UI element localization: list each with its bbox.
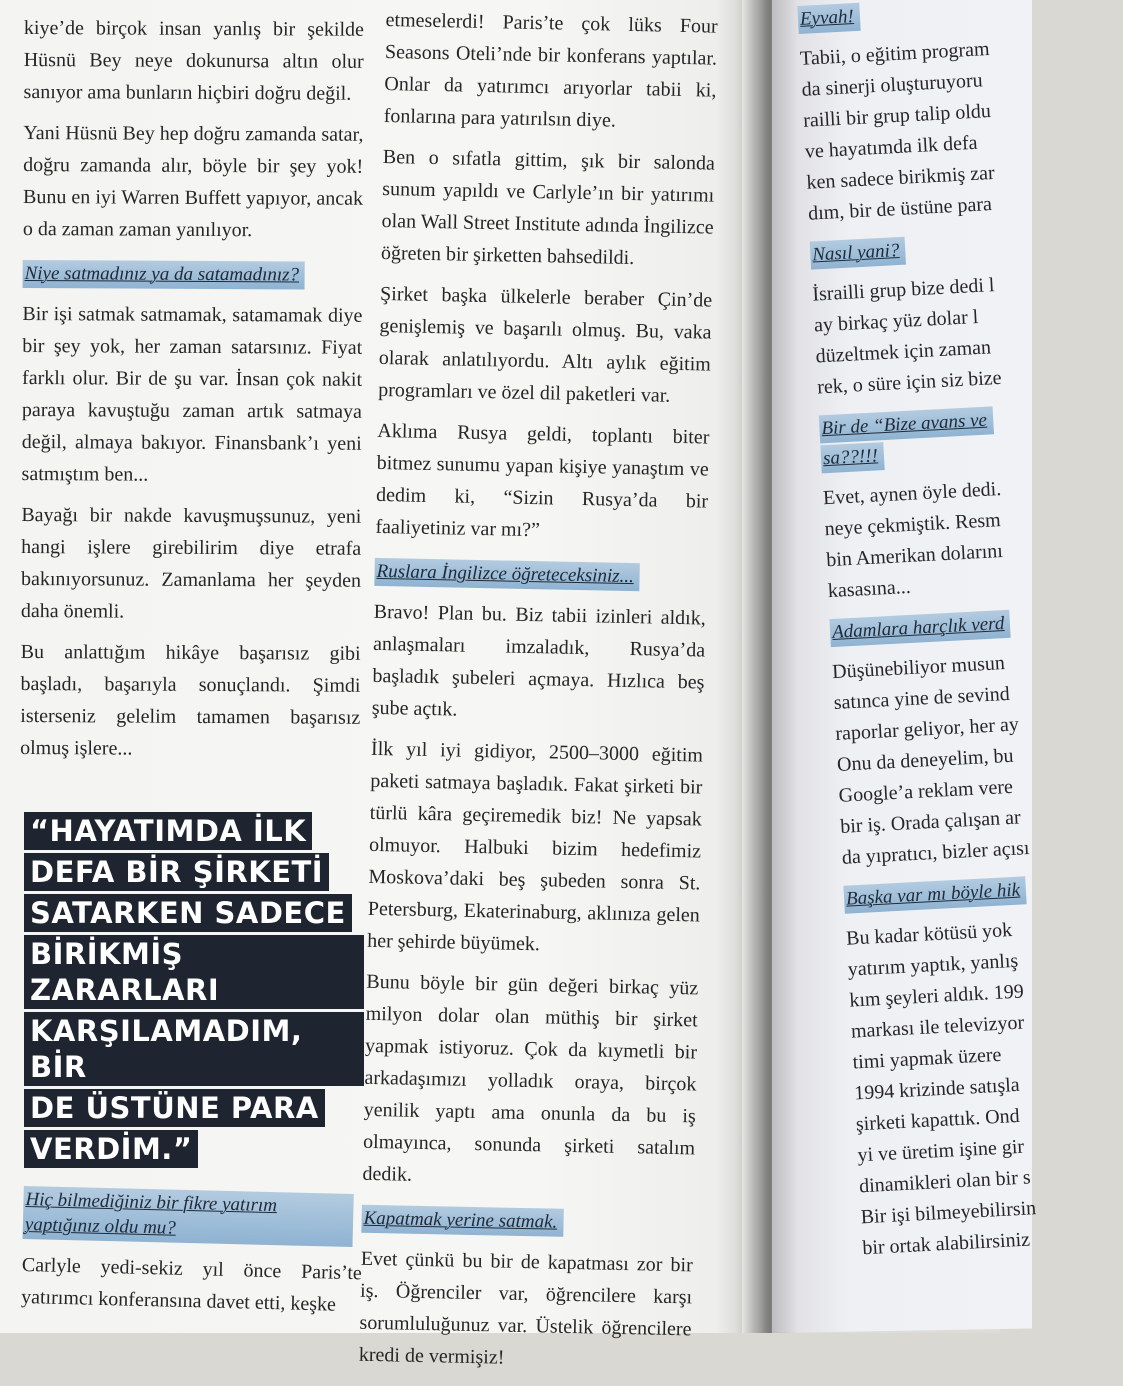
left-column xyxy=(20,12,364,775)
text-line: kasasına... xyxy=(827,575,912,603)
question-heading: Hiç bilmediğiniz bir fikre yatırım yaptığınız oldu mu? xyxy=(23,1186,354,1247)
text-line: rek, o süre için siz bize xyxy=(816,366,1003,399)
text-line: neye çekmiştik. Resm xyxy=(824,509,1002,541)
pull-quote-line: DE ÜSTÜNE PARA xyxy=(24,1089,325,1127)
text-line: da yıpratıcı, bizler açısı xyxy=(841,837,1030,869)
text-line: ken sadece birikmiş zar xyxy=(806,161,996,194)
paragraph: Bayağı bir nakde kavuşmuşsunuz, yeni hangi işlere girebilirim diye etrafa bakınıyorsunuz. Zamanlama her şeyden daha önemli. xyxy=(20,503,362,623)
text-line: 1994 krizinde satışla xyxy=(853,1073,1021,1105)
question-heading: Başka var mı böyle hik xyxy=(843,876,1026,913)
text-block xyxy=(812,266,1078,403)
pull-quote-line: BİRİKMİŞ ZARARLARI xyxy=(24,935,364,1009)
paragraph: Bir işi satmak satmamak, satamamak diye bir şey yok, her zaman satarsınız. Fiyat farklı olur. Bir de şu var. İnsan çok nakit paraya kavuştuğu zaman artık satmaya değil, almaya bakıyor. Finansbank’ı yeni satmıştım ben... xyxy=(21,302,363,486)
question-heading: Kapatmak yerine satmak. xyxy=(361,1205,563,1237)
paragraph: Ben o sıfatla gittim, şık bir salonda sunum yapıldı ve Carlyle’ın bir yatırımı olan Wall Street Institute adında İngilizce öğreten bir şirketten bahsedildi. xyxy=(380,145,716,270)
text-line: markası ile televizyor xyxy=(850,1011,1025,1043)
paragraph: Evet çünkü bu bir de kapatması zor bir iş. Öğrenciler var, öğrencilere karşı sorumluluğunuz var. Üstelik öğrencilere kredi de vermişiz! xyxy=(358,1247,693,1369)
paragraph: Şirket başka ülkelerle beraber Çin’de genişlemiş ve başarılı olmuş. Bu, vaka olarak anlatılıyordu. Altı aylık eğitim programları ve özel dil paketleri var. xyxy=(378,282,713,407)
question-heading: Nasıl yani? xyxy=(810,237,906,270)
pull-quote-line: DEFA BİR ŞİRKETİ xyxy=(24,853,329,891)
text-line: İsrailli grup bize dedi l xyxy=(811,274,995,306)
pull-quote-line: VERDİM.” xyxy=(24,1130,198,1168)
question-heading: Niye satmadınız ya da satamadınız? xyxy=(23,260,306,289)
paragraph: Carlyle yedi-sekiz yıl önce Paris’te yatırımcı konferansına davet etti, keşke xyxy=(20,1253,363,1316)
question-heading-continued: sa??!!! xyxy=(820,442,884,473)
text-line: bir ortak alabilirsiniz xyxy=(861,1228,1031,1260)
text-line: bin Amerikan dolarını xyxy=(825,540,1004,572)
text-block xyxy=(831,643,1102,873)
text-line: da sinerji oluşturuyoru xyxy=(801,69,984,101)
text-line: kım şeyleri aldık. 199 xyxy=(848,980,1025,1012)
text-line: satınca yine de sevind xyxy=(833,682,1011,715)
text-block xyxy=(799,30,1068,229)
pull-quote-line: KARŞILAMADIM, BİR xyxy=(24,1012,364,1086)
middle-column xyxy=(358,4,718,1386)
text-line: dım, bir de üstüne para xyxy=(807,193,993,225)
paragraph: etmeselerdi! Paris’te çok lüks Four Seasons Oteli’nde bir konferans yaptılar. Onlar da yatırımcı arıyorlar tabii ki, fonlarına para yatırılsın diye. xyxy=(383,8,718,132)
paragraph: kiye’de birçok insan yanlış bir şekilde Hüsnü Bey neye dokunursa altın olur sanıyor ama bunların hiçbiri doğru değil. xyxy=(23,16,364,105)
lower-left-section xyxy=(21,1180,364,1321)
text-line: Tabii, o eğitim program xyxy=(799,38,991,70)
pull-quote-line: SATARKEN SADECE xyxy=(24,894,352,932)
paragraph: Bravo! Plan bu. Biz tabii izinleri aldık, anlaşmaları imzaladık, Rusya’da başladık şubeleri açmaya. Hızlıca beş şube açtık. xyxy=(371,600,706,721)
text-block xyxy=(822,470,1088,607)
paragraph: İlk yıl iyi gidiyor, 2500–3000 eğitim paketi satmaya başladık. Fakat şirketi bir türlü kâra geçiremedik biz! Ne yapsak olmuyor. Halbuki bizim hedefimiz Moskova’daki beş şubeden sonra St. Petersburg, Ekaterinaburg, aklınıza gelen her şehirde büyümek. xyxy=(366,737,704,956)
text-line: Evet, aynen öyle dedi. xyxy=(822,478,1002,510)
text-line: raporlar geliyor, her ay xyxy=(834,713,1020,745)
text-line: Onu da deneyelim, bu xyxy=(836,744,1015,776)
text-line: ve hayatımda ilk defa xyxy=(804,131,979,163)
question-heading: Ruslara İngilizce öğreteceksiniz... xyxy=(374,558,640,591)
text-line: Düşünebiliyor musun xyxy=(831,652,1006,684)
text-line: railli bir grup talip oldu xyxy=(802,100,992,132)
text-line: Google’a reklam vere xyxy=(838,775,1014,807)
paragraph: Bunu böyle bir gün değeri birkaç yüz milyon dolar olan müthiş bir şirket yapmak istiyoruz. Çok da kıymetli bir arkadaşımızı yolladık oraya, birçok yenilik yaptı ama onunla da bu iş olmayınca, sonunda şirketi satalım dedik. xyxy=(362,970,699,1186)
text-line: bir iş. Orada çalışan ar xyxy=(839,806,1022,838)
paragraph: Yani Hüsnü Bey hep doğru zamanda satar, doğru zamanda alır, böyle bir şey yok! Bunu en iyi Warren Buffett yapıyor, ancak o da zaman zaman yanılıyor. xyxy=(22,121,364,242)
question-heading: Bir de “Bize avans ve xyxy=(819,406,994,443)
text-line: yatırım yaptık, yanlış xyxy=(847,949,1019,981)
pull-quote-line: “HAYATIMDA İLK xyxy=(24,812,312,850)
text-block xyxy=(845,910,1122,1264)
text-line: yi ve üretim işine gir xyxy=(856,1135,1025,1167)
text-line: dinamikleri olan bir s xyxy=(858,1166,1032,1198)
text-line: ay birkaç yüz dolar l xyxy=(813,305,979,337)
text-line: düzeltmek için zaman xyxy=(815,336,992,368)
text-line: Bu kadar kötüsü yok xyxy=(845,919,1013,950)
question-heading: Eyvah! xyxy=(797,3,860,34)
text-line: şirketi kapattık. Ond xyxy=(855,1104,1021,1136)
paragraph: Bu anlattığım hikâye başarısız gibi başladı, başarıyla sonuçlandı. Şimdi isterseniz gelelim tamamen başarısız olmuş işlere... xyxy=(20,640,361,760)
question-heading: Adamlara harçlık verd xyxy=(829,610,1011,647)
pull-quote xyxy=(24,812,364,1171)
text-line: timi yapmak üzere xyxy=(852,1043,1002,1074)
paragraph: Aklıma Rusya geldi, toplantı biter bitmez sunumu yapan kişiye yanaştım ve dedim ki, “Sizin Rusya’da bir faaliyetiniz var mı?” xyxy=(375,419,710,542)
text-line: Bir işi bilmeyebilirsin xyxy=(860,1197,1037,1229)
